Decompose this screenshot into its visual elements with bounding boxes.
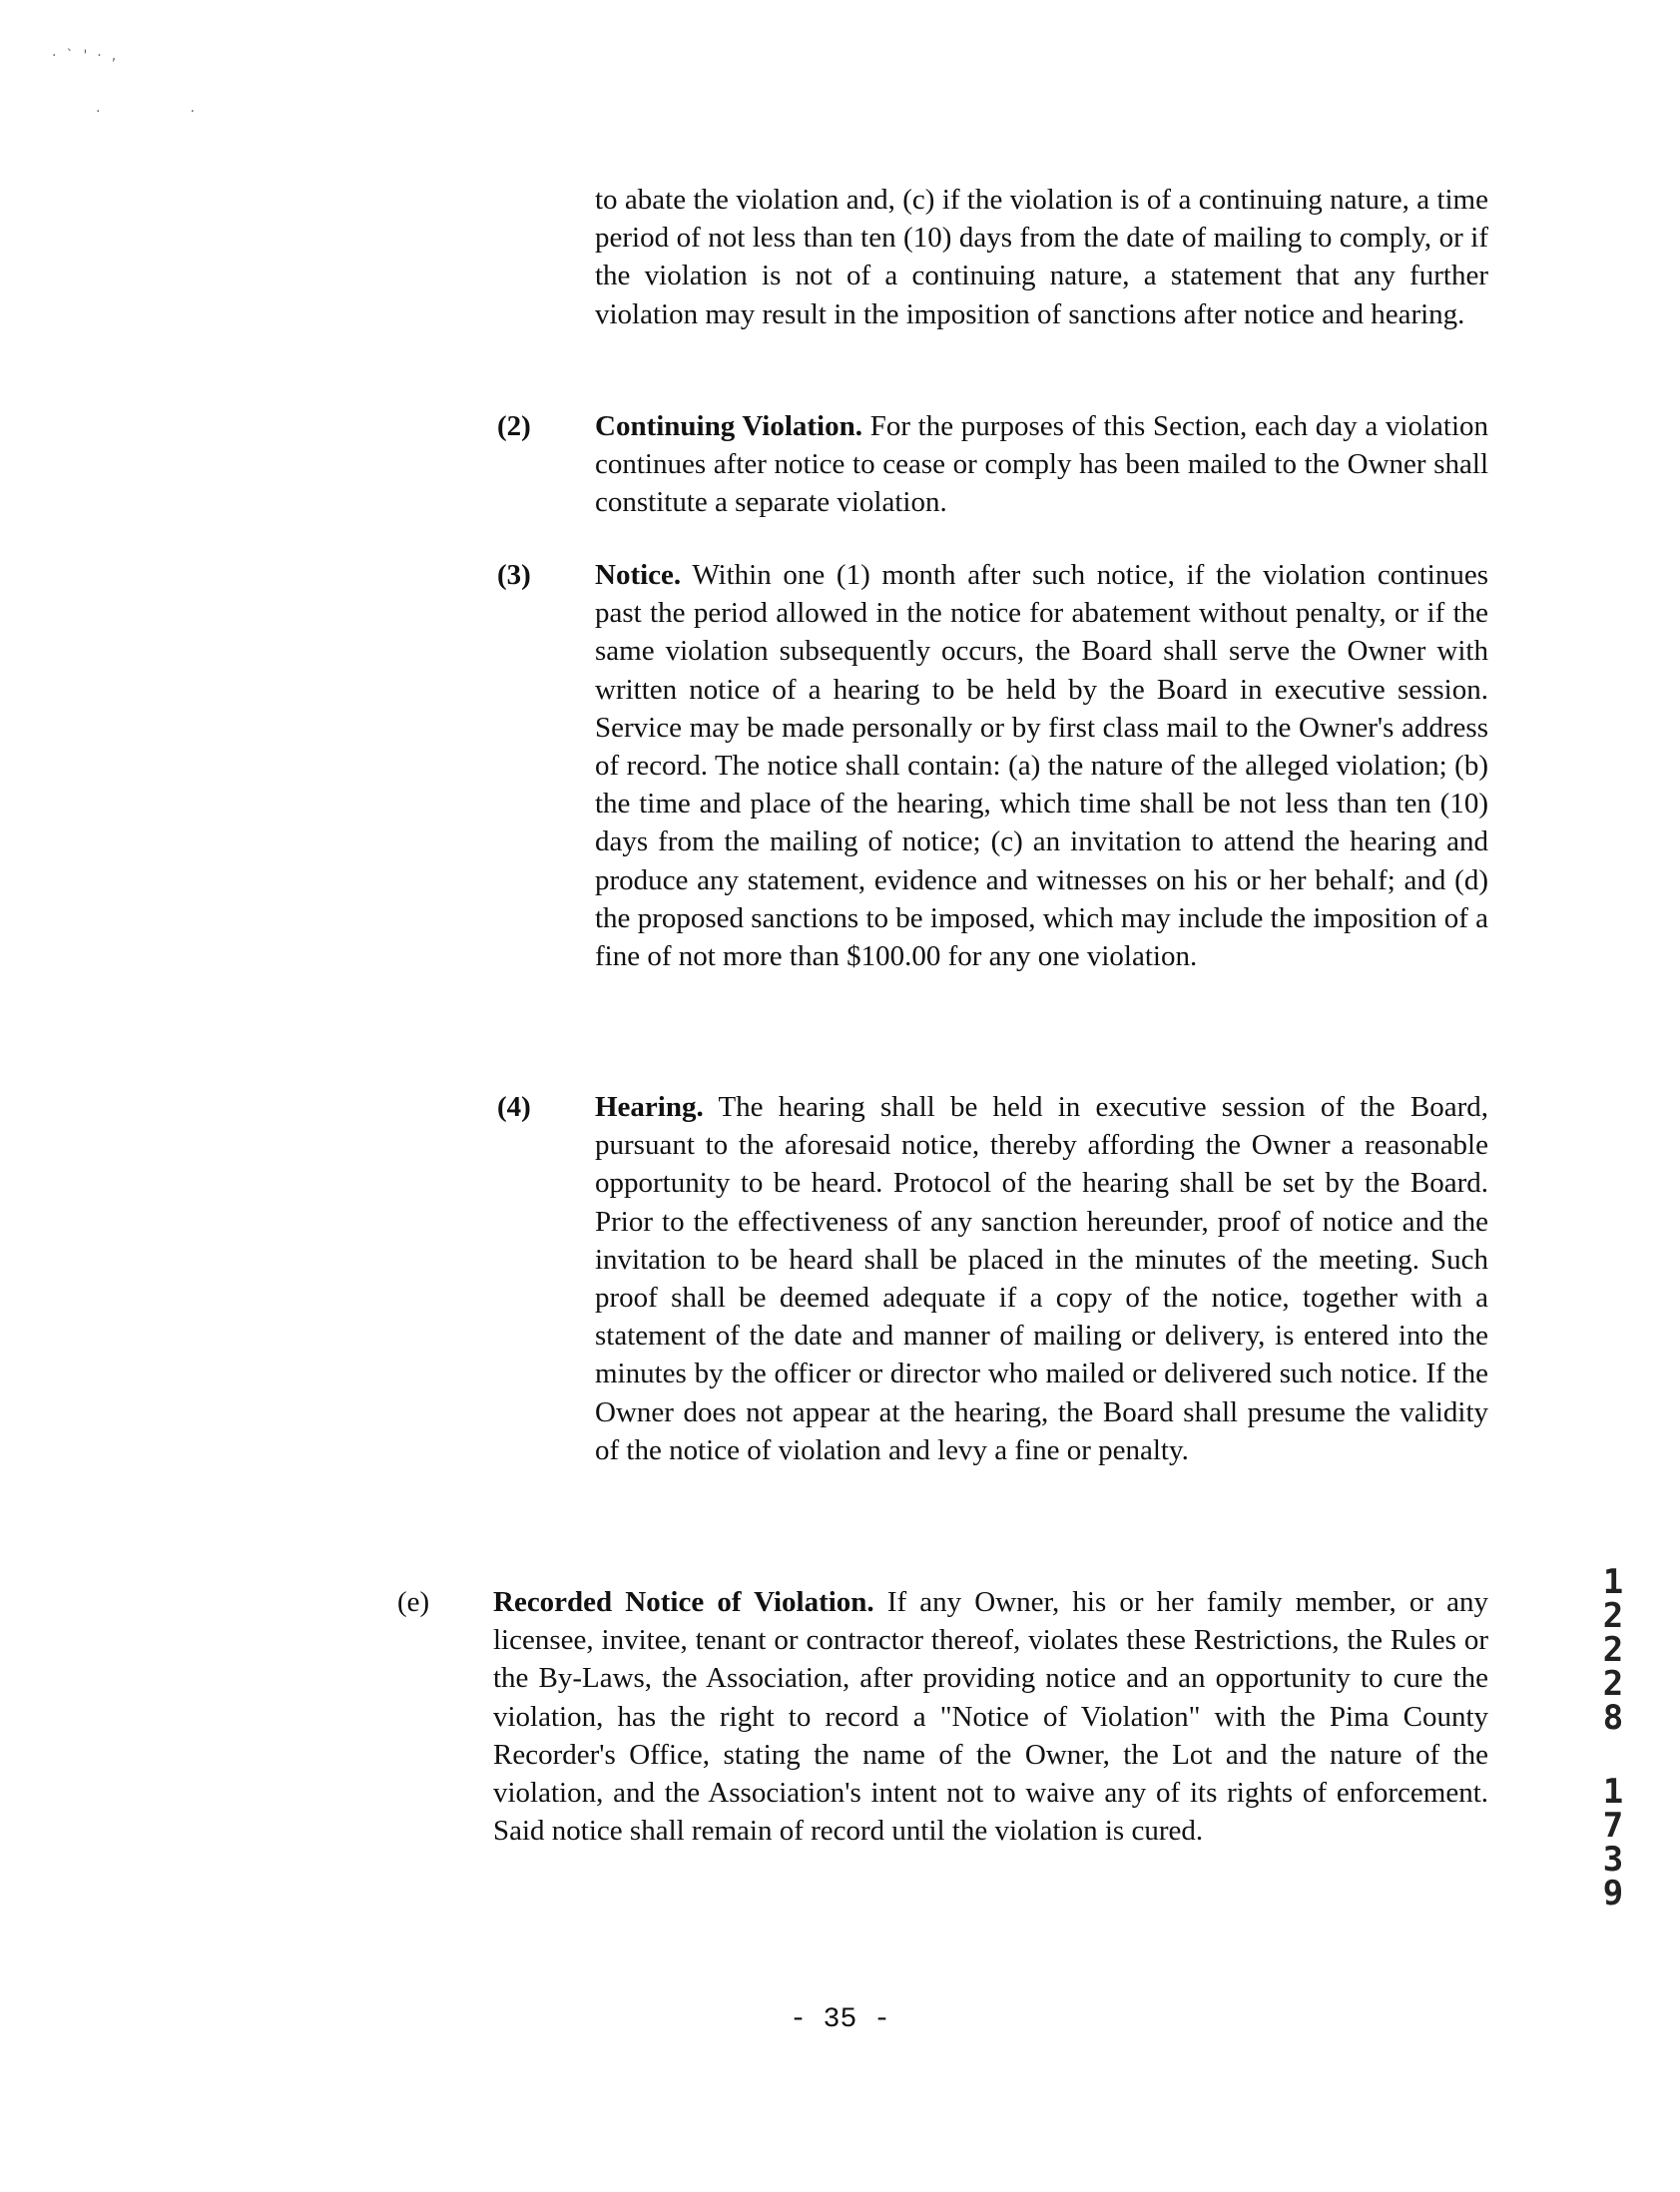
subsection-number: (4): [497, 1091, 531, 1123]
subsection-heading: Hearing.: [595, 1091, 704, 1123]
stamp-digit: 7: [1602, 1806, 1624, 1846]
subsection-text: For the purposes of this Section, each day a violation continues after notice to cease or comply has been mailed to the Owner shall constitute a separate violation.: [595, 410, 1489, 519]
subsection-body: [595, 556, 1488, 975]
subsection-body: [595, 1088, 1488, 1469]
scan-artifact: ··: [96, 104, 284, 120]
stamp-digit: 3: [1602, 1840, 1624, 1880]
subsection-text: Within one (1) month after such notice, if the violation continues past the period allowed in the notice for abatement without penalty, or if the same violation subsequently occurs, the Board shall serve the Owner with written notice of a hearing to be held by the Board in executive session. Service may be made personally or by first class mail to the Owner's address of record. The notice shall contain: (a) the nature of the alleged violation; (b) the time and place of the hearing, which time shall be not less than ten (10) days from the mailing of notice; (c) an invitation to attend the hearing and produce any statement, evidence and witnesses on his or her behalf; and (d) the proposed sanctions to be imposed, which may include the imposition of a fine of not more than $100.00 for any one violation.: [595, 559, 1488, 973]
stamp-digit: 2: [1602, 1596, 1624, 1636]
stamp-digit: 2: [1602, 1664, 1624, 1704]
scan-artifact: ·`'·,: [52, 48, 127, 64]
recording-stamp: [1593, 1562, 1633, 1914]
stamp-digit: 9: [1602, 1874, 1624, 1914]
subsection-number: (2): [497, 410, 531, 442]
continuation-paragraph: to abate the violation and, (c) if the violation is of a continuing nature, a time period of not less than ten (10) days from the date of mailing to comply, or if the violation is not of a continuing nature, a statement that any further violation may result in the imposition of sanctions after notice and hearing.: [595, 184, 1488, 330]
stamp-gap: [1593, 1735, 1633, 1775]
stamp-digit: 2: [1602, 1630, 1624, 1670]
subsection-number: (3): [497, 559, 531, 591]
stamp-digit: 8: [1602, 1698, 1624, 1738]
page-number: - 35 -: [790, 2004, 890, 2035]
subsection-text: The hearing shall be held in executive session of the Board, pursuant to the aforesaid notice, thereby affording the Owner a reasonable opportunity to be heard. Protocol of the hearing shall be set by the Board. Prior to the effectiveness of any sanction hereunder, proof of notice and the invitation to be heard shall be placed in the minutes of the meeting. Such proof shall be deemed adequate if a copy of the notice, together with a statement of the date and manner of mailing or delivery, is entered into the minutes by the officer or director who mailed or delivered such notice. If the Owner does not appear at the hearing, the Board shall presume the validity of the notice of violation and levy a fine or penalty.: [595, 1091, 1488, 1466]
subsection-heading: Notice.: [595, 559, 682, 591]
stamp-digit: 1: [1602, 1772, 1624, 1812]
stamp-digit: 1: [1602, 1562, 1624, 1602]
section-heading: Recorded Notice of Violation.: [493, 1586, 874, 1618]
section-number: (e): [397, 1586, 430, 1618]
section-body: [493, 1583, 1488, 1850]
subsection-body: [595, 407, 1488, 522]
subsection-heading: Continuing Violation.: [595, 410, 862, 442]
section-text: If any Owner, his or her family member, or any licensee, invitee, tenant or contractor thereof, violates these Restrictions, the Rules or the By-Laws, the Association, after providing notice and an opportunity to cure the violation, has the right to record a "Notice of Violation" with the Pima County Recorder's Office, stating the name of the Owner, the Lot and the nature of the violation, and the Association's intent not to waive any of its rights of enforcement. Said notice shall remain of record until the violation is cured.: [493, 1586, 1489, 1848]
